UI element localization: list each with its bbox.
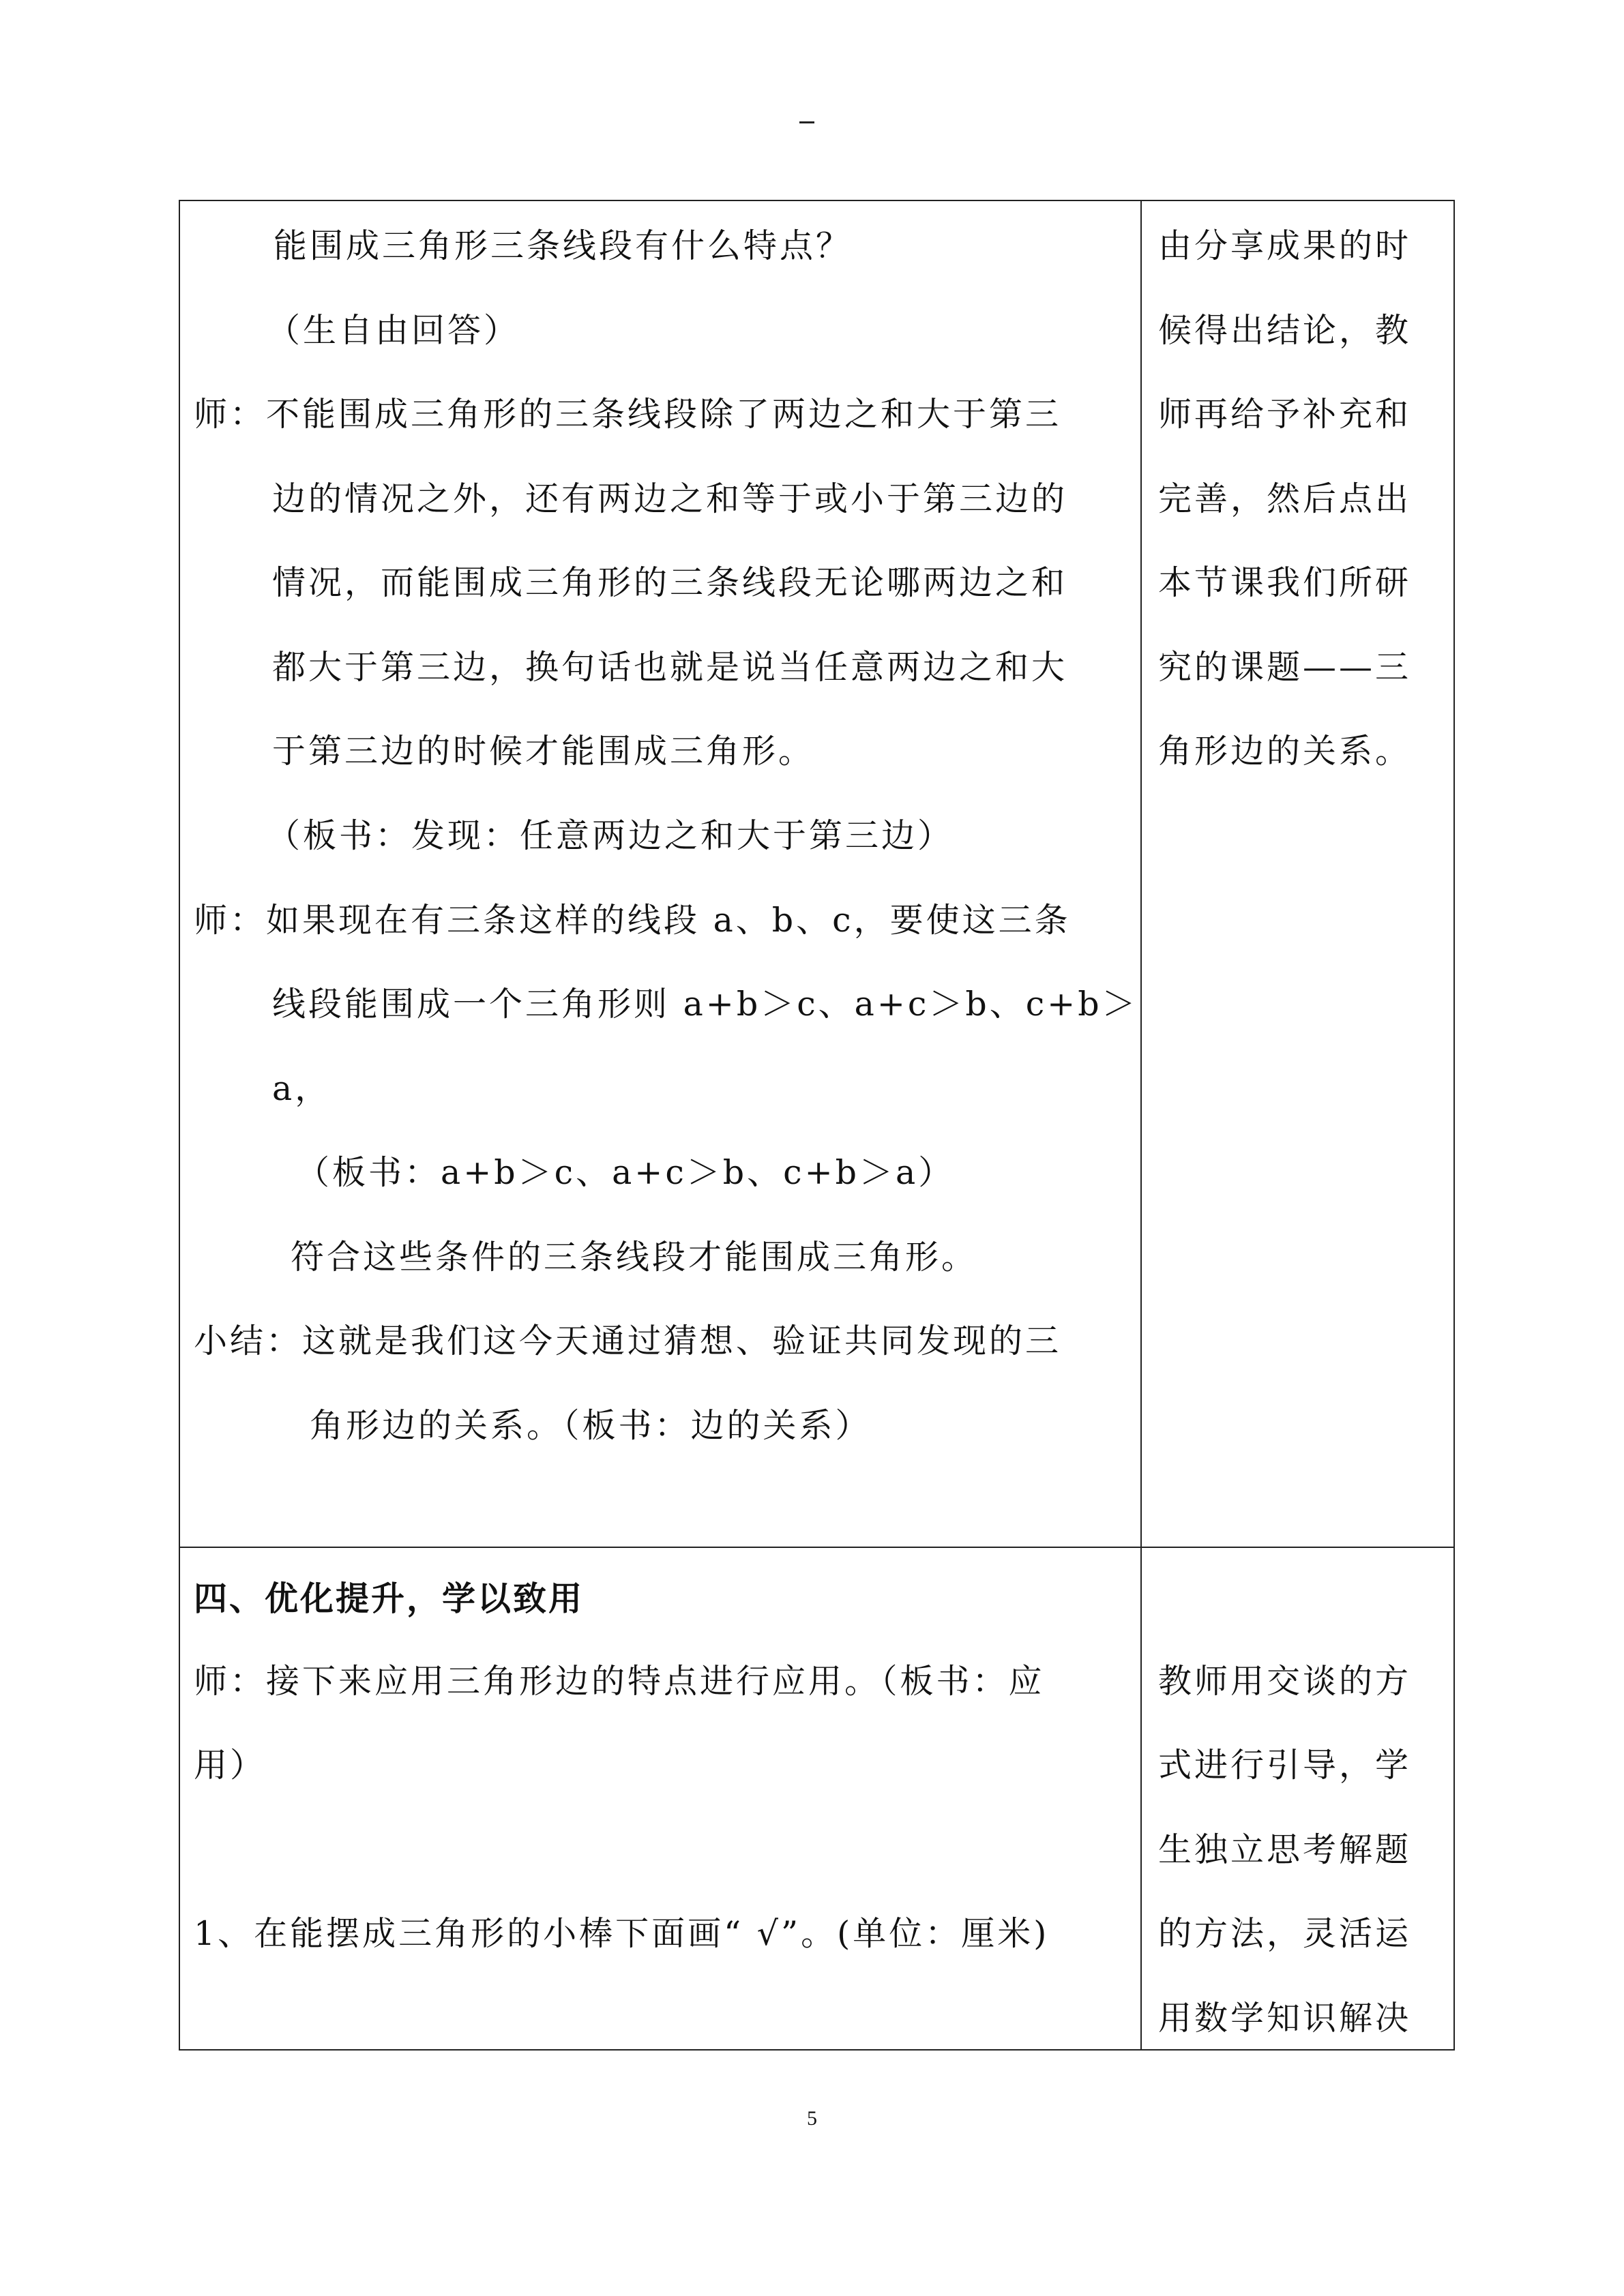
page-number: 5 — [807, 2107, 817, 2130]
lesson-plan-table — [179, 200, 1455, 2051]
text-line: a， — [272, 1069, 331, 1108]
text-line: 由分享成果的时 — [1157, 226, 1411, 265]
header-mark — [799, 121, 814, 123]
text-line: 能围成三角形三条线段有什么特点？ — [274, 226, 853, 265]
summary-line: 小结：这就是我们这今天通过猜想、验证共同发现的三 — [194, 1322, 1062, 1360]
process-cell — [179, 1547, 1141, 2050]
board-note: （板书：发现：任意两边之和大于第三边） — [267, 816, 954, 855]
text-line: 情况，而能围成三角形的三条线段无论哪两边之和 — [272, 563, 1068, 602]
text-line: 都大于第三边，换句话也就是说当任意两边之和大 — [272, 648, 1068, 687]
text-line: （生自由回答） — [267, 311, 520, 350]
text-line: 候得出结论，教 — [1157, 311, 1411, 350]
text-line: 用数学知识解决 — [1157, 1999, 1411, 2038]
text-line: 完善，然后点出 — [1157, 479, 1411, 518]
board-note: （板书：a+b＞c、a+c＞b、c+b＞a） — [296, 1153, 955, 1192]
intent-cell — [1141, 200, 1454, 1547]
text-line: 生独立思考解题 — [1157, 1830, 1411, 1869]
text-line: 角形边的关系。（板书：边的关系） — [310, 1406, 872, 1445]
text-line: 式进行引导，学 — [1157, 1746, 1411, 1785]
teacher-line: 师：不能围成三角形的三条线段除了两边之和大于第三 — [194, 395, 1062, 434]
exercise-line: 1、在能摆成三角形的小棒下面画“ √”。(单位：厘米) — [194, 1914, 1050, 1953]
text-line: 于第三边的时候才能围成三角形。 — [272, 732, 815, 771]
table-row — [179, 200, 1454, 1547]
text-line: 线段能围成一个三角形则 a+b＞c、a+c＞b、c+b＞ — [272, 985, 1138, 1024]
text-line: 符合这些条件的三条线段才能围成三角形。 — [291, 1238, 978, 1277]
teacher-line: 师：接下来应用三角形边的特点进行应用。（板书：应 — [194, 1662, 1045, 1701]
text-line: 究的课题——三 — [1157, 648, 1411, 687]
text-line: 本节课我们所研 — [1157, 563, 1411, 602]
text-line: 师再给予补充和 — [1157, 395, 1411, 434]
intent-cell — [1141, 1547, 1454, 2050]
text-line: 角形边的关系。 — [1157, 732, 1411, 771]
process-cell — [179, 200, 1141, 1547]
section-heading: 四、优化提升，学以致用 — [194, 1579, 585, 1618]
text-line: 的方法，灵活运 — [1157, 1914, 1411, 1953]
text-line: 边的情况之外，还有两边之和等于或小于第三边的 — [272, 479, 1068, 518]
teacher-line: 师：如果现在有三条这样的线段 a、b、c，要使这三条 — [194, 901, 1071, 940]
table-row — [179, 1547, 1454, 2050]
text-line: 用） — [194, 1746, 267, 1785]
text-line: 教师用交谈的方 — [1157, 1662, 1411, 1701]
